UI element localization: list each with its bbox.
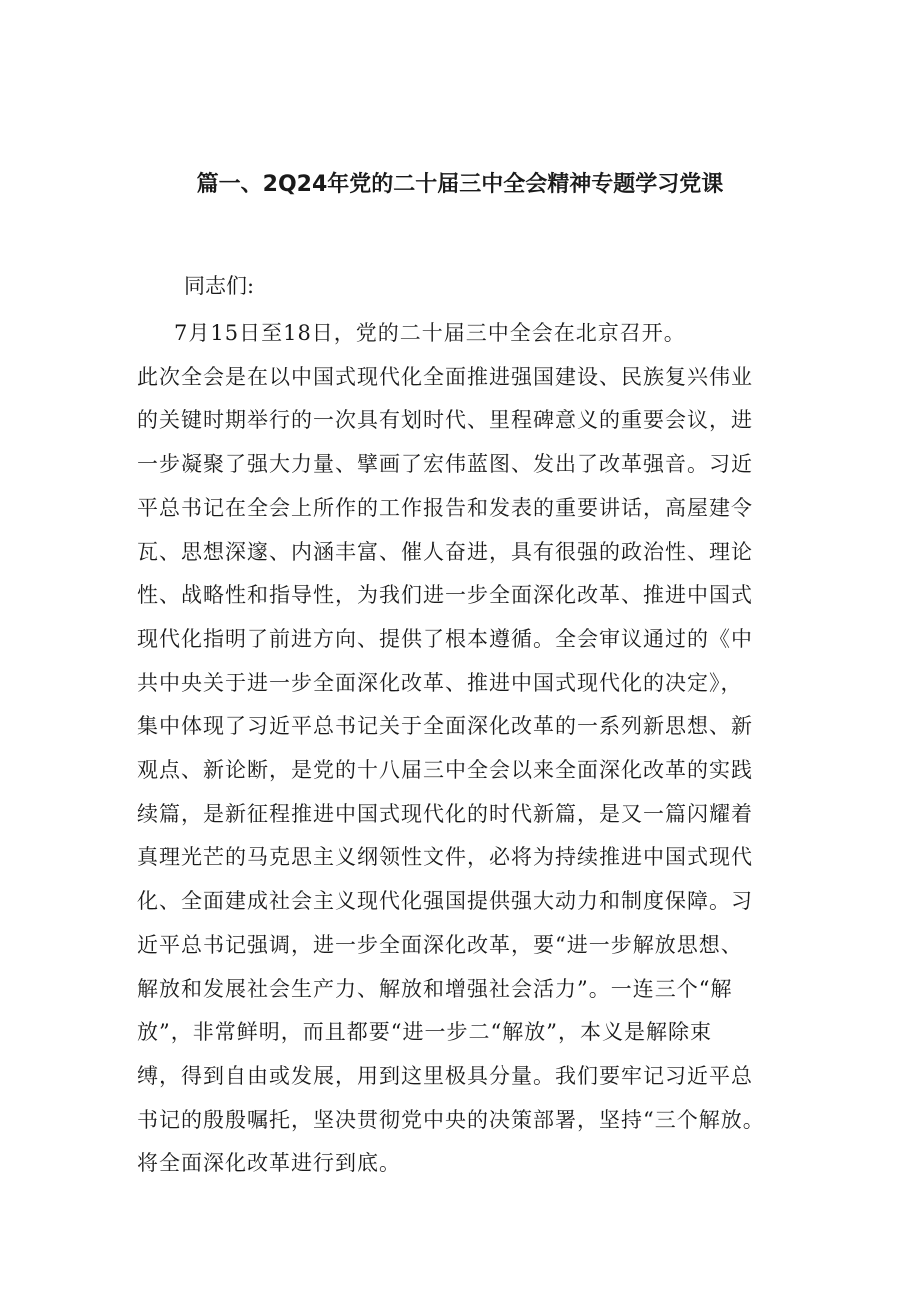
paragraph-line: 近平总书记强调，进一步全面深化改革，要“进一步解放思想、 (137, 932, 743, 957)
body-paragraph (137, 312, 797, 1186)
paragraph-line: 续篇，是新征程推进中国式现代化的时代新篇，是又一篇闪耀着 (137, 801, 753, 826)
paragraph-line: 解放和发展社会生产力、解放和增强社会活力”。一连三个“解 (137, 976, 733, 1001)
paragraph-line: 此次全会是在以中国式现代化全面推进强国建设、民族复兴伟业 (137, 364, 753, 389)
paragraph-line: 放”，非常鲜明，而且都要“进一步二“解放”，本义是解除束 (137, 1020, 712, 1045)
paragraph-line: 书记的殷殷嘱托，坚决贯彻党中央的决策部署，坚持“三个解放。 (137, 1107, 765, 1132)
paragraph-line: 性、战略性和指导性，为我们进一步全面深化改革、推进中国式 (137, 583, 753, 608)
paragraph-line: 观点、新论断，是党的十八届三中全会以来全面深化改革的实践 (137, 758, 753, 783)
paragraph-line: 缚，得到自由或发展，用到这里极具分量。我们要牢记习近平总 (137, 1063, 753, 1088)
paragraph-line: 集中体现了习近平总书记关于全面深化改革的一系列新思想、新 (137, 714, 753, 739)
salutation: 同志们: (184, 274, 255, 298)
paragraph-line: 化、全面建成社会主义现代化强国提供强大动力和制度保障。习 (137, 889, 753, 914)
paragraph-line: 平总书记在全会上所作的工作报告和发表的重要讲话，高屋建令 (137, 495, 753, 520)
paragraph-line: 瓦、思想深邃、内涵丰富、催人奋进，具有很强的政治性、理论 (137, 539, 753, 564)
paragraph-line: 将全面深化改革进行到底。 (137, 1151, 401, 1176)
document-title: 篇一、2Q24年党的二十届三中全会精神专题学习党课 (196, 172, 724, 197)
paragraph-line: 现代化指明了前进方向、提供了根本遵循。全会审议通过的《中 (137, 626, 753, 651)
paragraph-line: 共中央关于进一步全面深化改革、推进中国式现代化的决定》， (137, 670, 743, 695)
paragraph-line: 真理光芒的马克思主义纲领性文件，必将为持续推进中国式现代 (137, 845, 753, 870)
paragraph-line: 的关键时期举行的一次具有划时代、里程碑意义的重要会议，进 (137, 408, 753, 433)
paragraph-line: 一步凝聚了强大力量、擘画了宏伟蓝图、发出了改革强音。习近 (137, 452, 753, 477)
paragraph-line: 7月15日至18日，党的二十届三中全会在北京召开。 (174, 321, 686, 345)
